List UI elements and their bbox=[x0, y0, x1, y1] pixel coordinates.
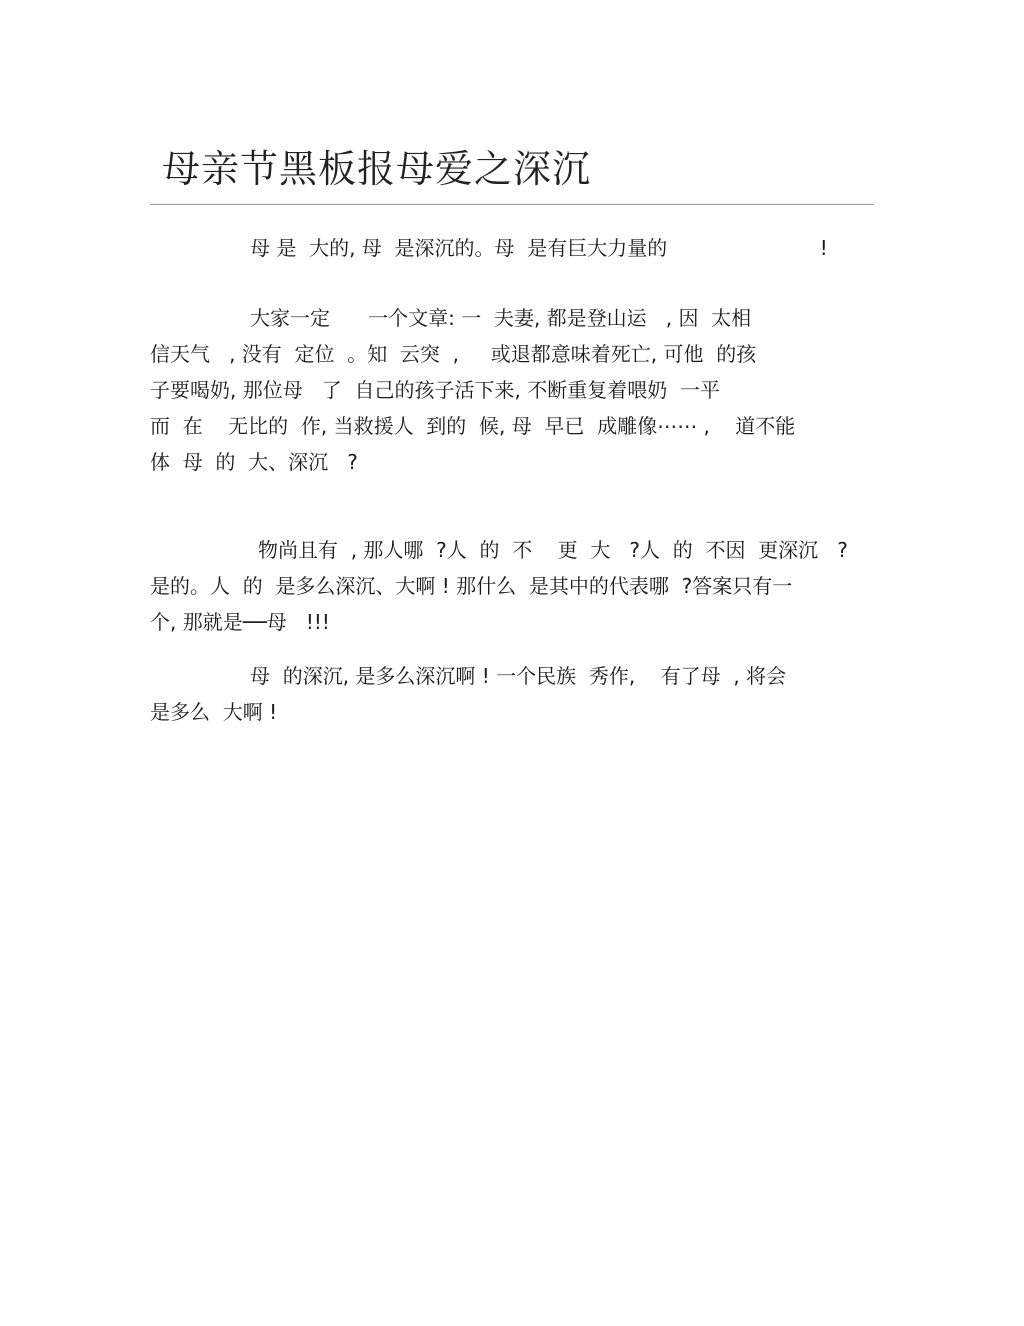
paragraph-line: 是的。人 的 是多么深沉、大啊 ! 那什么 是其中的代表哪 ?答案只有一 bbox=[150, 574, 793, 598]
paragraph-line: 是多么 大啊 ! bbox=[150, 700, 278, 724]
paragraph-3 bbox=[150, 532, 860, 640]
paragraph-spacer bbox=[150, 266, 860, 300]
paragraph-line: 大家一定 一个文章: 一 夫妻, 都是登山运 , 因 太相 bbox=[250, 306, 752, 330]
paragraph-4 bbox=[150, 658, 860, 730]
paragraph-line: 个, 那就是──母 !!! bbox=[150, 610, 330, 634]
paragraph-spacer bbox=[150, 480, 860, 532]
paragraph-2 bbox=[150, 300, 860, 480]
document-title: 母亲节黑板报母爱之深沉 bbox=[162, 147, 592, 191]
paragraph-line: 子要喝奶, 那位母 了 自己的孩子活下来, 不断重复着喂奶 一平 bbox=[150, 378, 720, 402]
paragraph-line: 而 在 无比的 作, 当救援人 到的 候, 母 早已 成雕像⋯⋯ , 道不能 bbox=[150, 414, 796, 438]
paragraph-line: 母 的深沉, 是多么深沉啊 ! 一个民族 秀作, 有了母 , 将会 bbox=[250, 664, 787, 688]
paragraph-line: 物尚且有 , 那人哪 ?人 的 不 更 大 ?人 的 不因 更深沉 ? bbox=[258, 538, 848, 562]
paragraph-line: 信天气 , 没有 定位 。知 云突 , 或退都意味着死亡, 可他 的孩 bbox=[150, 342, 757, 366]
document-body bbox=[150, 230, 860, 730]
paragraph-1 bbox=[150, 230, 860, 266]
title-divider bbox=[150, 204, 874, 205]
paragraph-line: 母 是 大的, 母 是深沉的。母 是有巨大力量的 ! bbox=[250, 236, 828, 260]
paragraph-line: 体 母 的 大、深沉 ? bbox=[150, 450, 358, 474]
paragraph-spacer bbox=[150, 640, 860, 658]
